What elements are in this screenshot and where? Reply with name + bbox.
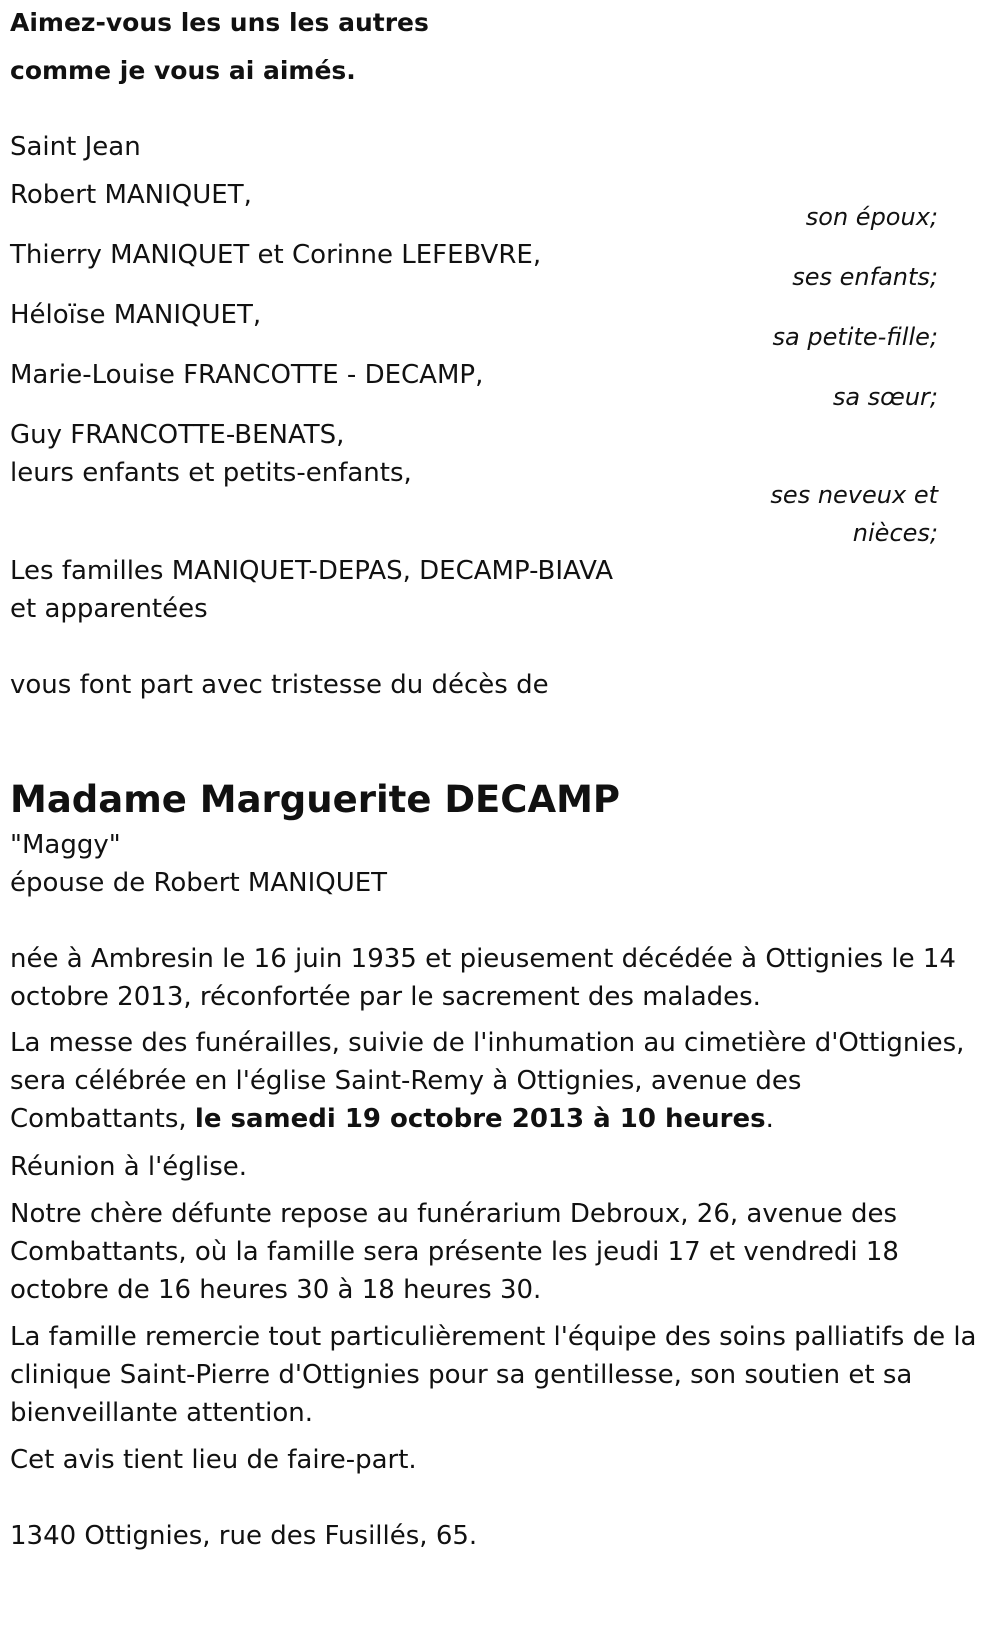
- quote-line-1: Aimez-vous les uns les autres: [10, 8, 429, 37]
- reunion-paragraph: Réunion à l'église.: [10, 1152, 248, 1182]
- notice-paragraph: Cet avis tient lieu de faire-part.: [10, 1445, 417, 1475]
- family-member-relation: sa sœur;: [832, 383, 938, 411]
- family-member-name: Guy FRANCOTTE-BENATS,: [10, 420, 345, 450]
- deceased-spouse: épouse de Robert MANIQUET: [10, 868, 388, 898]
- family-member-name-2: leurs enfants et petits-enfants,: [10, 458, 412, 488]
- mass-end: .: [765, 1104, 774, 1134]
- saint-label: Saint Jean: [10, 132, 141, 162]
- family-member-relation-2: nièces;: [852, 519, 938, 547]
- family-member-name: Héloïse MANIQUET,: [10, 300, 262, 330]
- families-line-1: Les familles MANIQUET-DEPAS, DECAMP-BIAVA: [10, 556, 614, 586]
- family-member-name: Marie-Louise FRANCOTTE - DECAMP,: [10, 360, 484, 390]
- families-line-2: et apparentées: [10, 594, 208, 624]
- family-member-relation: son époux;: [805, 203, 938, 231]
- thanks-paragraph: La famille remercie tout particulièrement l'équipe des soins palliatifs de la clinique Saint-Pierre d'Ottignies pour sa gentillesse, son soutien et sa bienveillante attention.: [10, 1322, 977, 1428]
- family-member-relation: ses enfants;: [792, 263, 938, 291]
- deceased-nickname: "Maggy": [10, 830, 121, 860]
- deceased-name: Madame Marguerite DECAMP: [10, 778, 621, 821]
- family-member-relation: ses neveux et: [770, 481, 938, 509]
- family-member-name: Thierry MANIQUET et Corinne LEFEBVRE,: [10, 240, 542, 270]
- birth-paragraph: née à Ambresin le 16 juin 1935 et pieusement décédée à Ottignies le 14 octobre 2013, réconfortée par le sacrement des malades.: [10, 944, 956, 1012]
- announcement: vous font part avec tristesse du décès de: [10, 670, 549, 700]
- address: 1340 Ottignies, rue des Fusillés, 65.: [10, 1521, 478, 1551]
- mass-text: La messe des funérailles, suivie de l'inhumation au cimetière d'Ottignies, sera célébrée en l'église Saint-Remy à Ottignies, avenue des Combattants,: [10, 1028, 965, 1134]
- family-member-name: Robert MANIQUET,: [10, 180, 252, 210]
- mass-paragraph: [10, 1024, 985, 1138]
- family-member-relation: sa petite-fille;: [772, 323, 938, 351]
- mass-date: le samedi 19 octobre 2013 à 10 heures: [194, 1104, 766, 1134]
- quote-line-2: comme je vous ai aimés.: [10, 56, 356, 85]
- repose-paragraph: Notre chère défunte repose au funérarium Debroux, 26, avenue des Combattants, où la famille sera présente les jeudi 17 et vendredi 18 octobre de 16 heures 30 à 18 heures 30.: [10, 1199, 899, 1305]
